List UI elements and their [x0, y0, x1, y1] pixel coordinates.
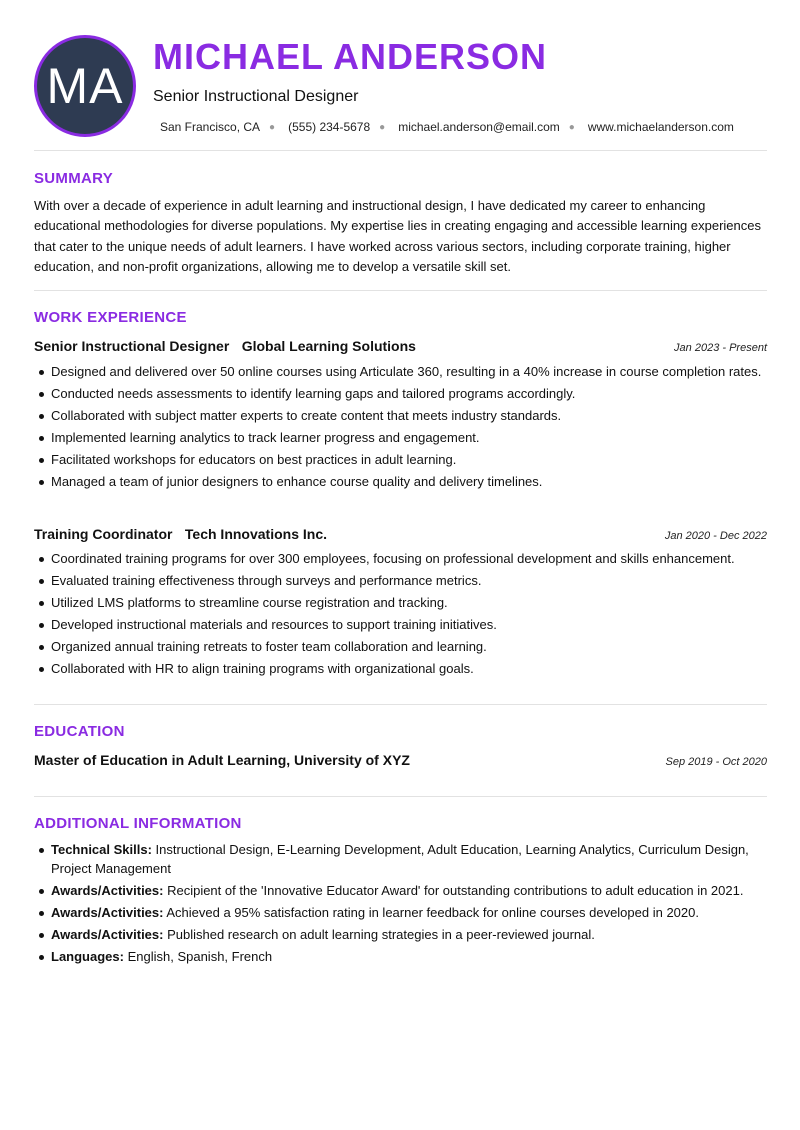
additional-info-heading: ADDITIONAL INFORMATION [34, 815, 242, 832]
list-item [51, 904, 784, 923]
job-bullet-list [34, 363, 784, 496]
list-item: Evaluated training effectiveness through surveys and performance metrics. [51, 572, 784, 591]
list-item: Organized annual training retreats to foster team collaboration and learning. [51, 638, 784, 657]
contact-website[interactable]: www.michaelanderson.com [587, 120, 734, 134]
education-dates: Sep 2019 - Oct 2020 [665, 756, 767, 768]
item-text: Instructional Design, E-Learning Development, Adult Education, Learning Analytics, Curriculum Design, Project Management [51, 842, 749, 876]
item-label: Awards/Activities: [51, 882, 164, 898]
job-header [34, 526, 767, 544]
degree: Master of Education in Adult Learning, University of XYZ [34, 752, 410, 768]
list-item: Coordinated training programs for over 300 employees, focusing on professional development and skills enhancement. [51, 550, 784, 569]
job-header [34, 338, 767, 356]
item-text: Published research on adult learning strategies in a peer-reviewed journal. [163, 926, 595, 942]
divider [34, 704, 767, 705]
work-experience-heading: WORK EXPERIENCE [34, 309, 187, 326]
job-company: Global Learning Solutions [241, 338, 416, 354]
item-label: Awards/Activities: [51, 904, 164, 920]
list-item: Facilitated workshops for educators on best practices in adult learning. [51, 451, 784, 470]
job-bullet-list [34, 550, 784, 683]
list-item: Collaborated with subject matter experts to create content that meets industry standards. [51, 407, 784, 426]
dot-separator-icon: ● [379, 121, 386, 133]
job-company: Tech Innovations Inc. [184, 526, 327, 542]
avatar-initials: MA [46, 58, 124, 114]
contact-bar [160, 120, 734, 134]
education-heading: EDUCATION [34, 723, 125, 740]
additional-info-list [34, 841, 784, 970]
candidate-name: MICHAEL ANDERSON [153, 36, 548, 77]
education-entry [34, 752, 767, 768]
job-role: Senior Instructional Designer [34, 338, 230, 354]
item-text: Achieved a 95% satisfaction rating in learner feedback for online courses developed in 2020. [163, 904, 699, 920]
job-dates: Jan 2023 - Present [674, 342, 767, 354]
summary-text: With over a decade of experience in adult learning and instructional design, I have dedicated my career to enhancing educational methodologies for diverse populations. My expertise lies in creating engaging and accessible learning experiences that cater to the unique needs of adult learners. I have worked across various sectors, including corporate training, higher education, and non-profit organizations, allowing me to develop a versatile skill set. [34, 198, 761, 274]
item-text: English, Spanish, French [123, 949, 273, 965]
list-item [51, 926, 784, 945]
list-item: Managed a team of junior designers to enhance course quality and delivery timelines. [51, 473, 784, 492]
list-item: Implemented learning analytics to track learner progress and engagement. [51, 429, 784, 448]
contact-email[interactable]: michael.anderson@email.com [398, 120, 560, 134]
contact-location: San Francisco, CA [160, 120, 261, 134]
list-item: Collaborated with HR to align training programs with organizational goals. [51, 660, 784, 679]
divider [34, 150, 767, 151]
dot-separator-icon: ● [269, 121, 276, 133]
item-label: Languages: [51, 949, 124, 965]
dot-separator-icon: ● [568, 121, 575, 133]
divider [34, 796, 767, 797]
job-dates: Jan 2020 - Dec 2022 [664, 530, 767, 542]
avatar [34, 35, 136, 137]
list-item: Developed instructional materials and resources to support training initiatives. [51, 616, 784, 635]
list-item: Designed and delivered over 50 online courses using Articulate 360, resulting in a 40% increase in course completion rates. [51, 363, 784, 382]
item-label: Awards/Activities: [51, 926, 164, 942]
job-role: Training Coordinator [34, 526, 173, 542]
job-title: Senior Instructional Designer [153, 88, 359, 105]
item-label: Technical Skills: [51, 842, 152, 857]
item-text: Recipient of the 'Innovative Educator Award' for outstanding contributions to adult education in 2021. [163, 882, 744, 898]
list-item: Utilized LMS platforms to streamline course registration and tracking. [51, 594, 784, 613]
list-item: Conducted needs assessments to identify learning gaps and tailored programs accordingly. [51, 385, 784, 404]
summary-heading: SUMMARY [34, 170, 114, 187]
divider [34, 290, 767, 291]
contact-phone[interactable]: (555) 234-5678 [288, 120, 371, 134]
list-item [51, 948, 784, 967]
list-item [51, 882, 784, 901]
list-item [51, 841, 784, 878]
